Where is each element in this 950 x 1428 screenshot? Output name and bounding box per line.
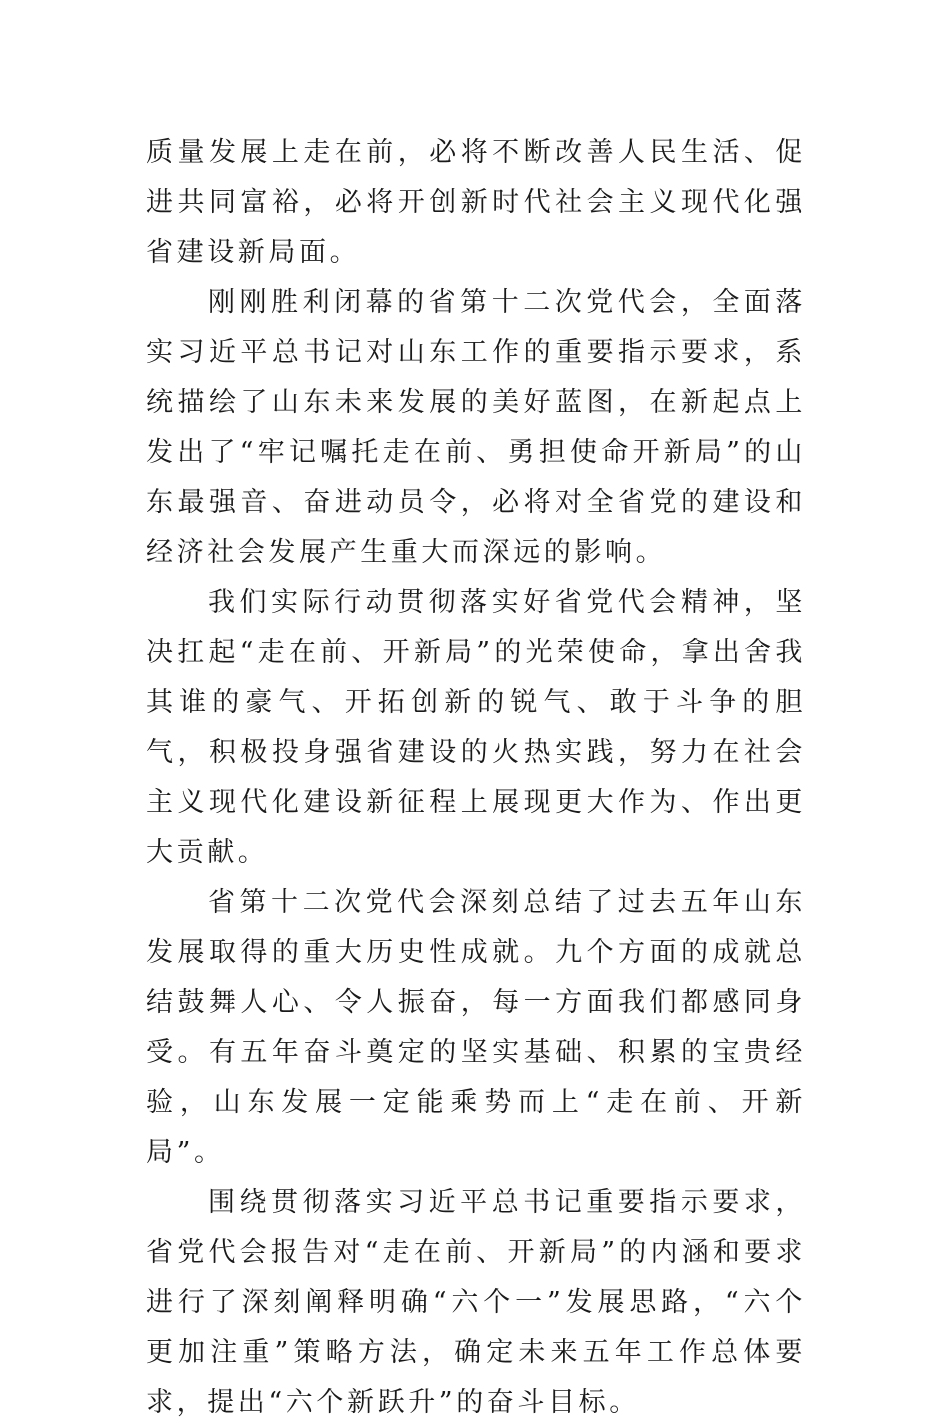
paragraph-2: 刚刚胜利闭幕的省第十二次党代会，全面落实习近平总书记对山东工作的重要指示要求，系统描绘了山东未来发展的美好蓝图，在新起点上发出了“牢记嘱托走在前、勇担使命开新局”的山东最强音、奋进动员令，必将对全省党的建设和经济社会发展产生重大而深远的影响。	[146, 287, 806, 568]
paragraph-3: 我们实际行动贯彻落实好省党代会精神，坚决扛起“走在前、开新局”的光荣使命，拿出舍我其谁的豪气、开拓创新的锐气、敢于斗争的胆气，积极投身强省建设的火热实践，努力在社会主义现代化建设新征程上展现更大作为、作出更大贡献。	[146, 587, 806, 868]
document-body	[146, 128, 806, 1428]
paragraph-1: 质量发展上走在前，必将不断改善人民生活、促进共同富裕，必将开创新时代社会主义现代化强省建设新局面。	[146, 137, 806, 268]
paragraph-5: 围绕贯彻落实习近平总书记重要指示要求，省党代会报告对“走在前、开新局”的内涵和要求进行了深刻阐释明确“六个一”发展思路，“六个更加注重”策略方法，确定未来五年工作总体要求，提出“六个新跃升”的奋斗目标。	[146, 1187, 806, 1418]
paragraph-4: 省第十二次党代会深刻总结了过去五年山东发展取得的重大历史性成就。九个方面的成就总结鼓舞人心、令人振奋，每一方面我们都感同身受。有五年奋斗奠定的坚实基础、积累的宝贵经验，山东发展一定能乘势而上“走在前、开新局”。	[146, 887, 806, 1168]
